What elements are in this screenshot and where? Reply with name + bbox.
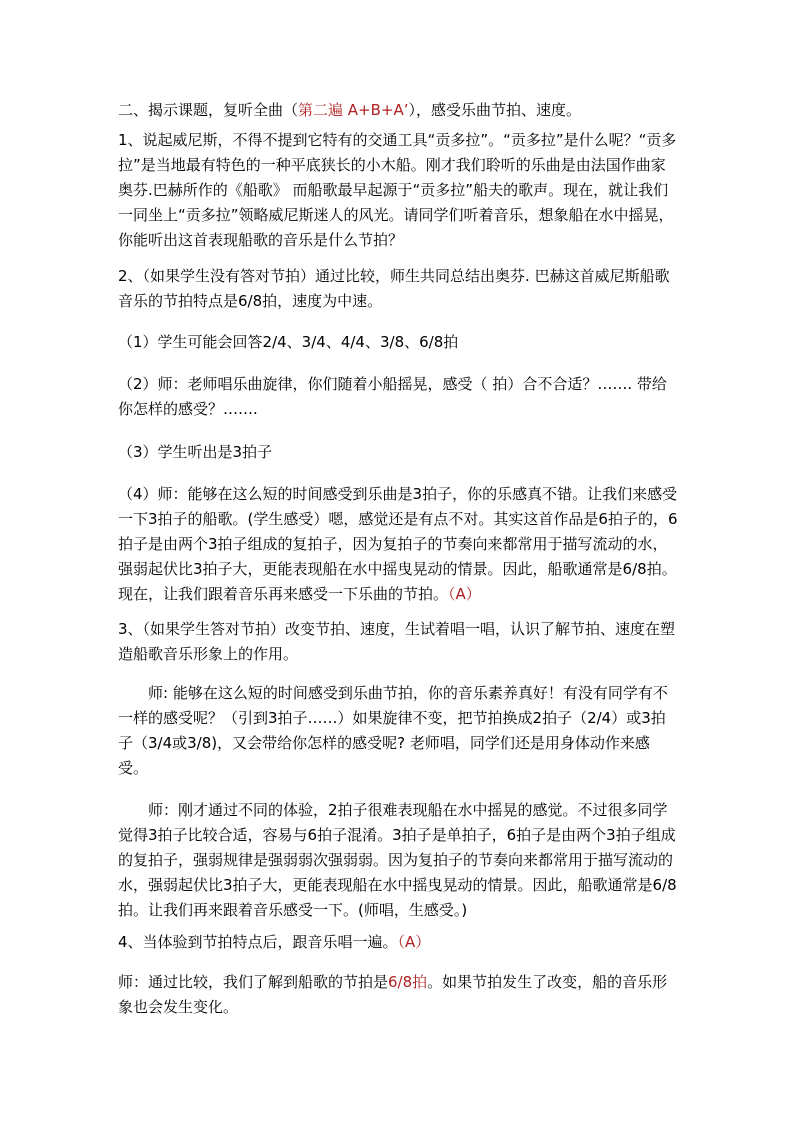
paragraph-11-text-before: 师：通过比较，我们了解到船歌的节拍是 [118,973,389,991]
paragraph-5: （3）学生听出是3拍子 [118,443,273,461]
paragraph-2: 2、（如果学生没有答对节拍）通过比较，师生共同总结出奥芬. 巴赫这首威尼斯船歌音乐的节拍特点是6/8拍，速度为中速。 [118,267,670,310]
paragraph-10-mark: （A） [397,933,431,951]
paragraph-4: （2）师：老师唱乐曲旋律，你们随着小船摇晃，感受（ 拍）合不合适？……. 带给你怎样的感受？……. [118,375,667,418]
section-heading [118,98,678,123]
paragraph-8: 师: 能够在这么短的时间感受到乐曲节拍，你的音乐素养真好！有没有同学有不一样的感受呢？（引到3拍子……）如果旋律不变，把节拍换成2拍子（2/4）或3拍子（3/4或3/8)，又会带给你怎样的感受呢? 老师唱，同学们还是用身体动作来感受。 [118,684,668,777]
paragraph-9: 师：刚才通过不同的体验，2拍子很难表现船在水中摇晃的感觉。不过很多同学觉得3拍子比较合适，容易与6拍子混淆。3拍子是单拍子，6拍子是由两个3拍子组成的复拍子，强弱规律是强弱弱次强弱弱。因为复拍子的节奏向来都常用于描写流动的水，强弱起伏比3拍子大，更能表现船在水中摇曳晃动的情景。因此，船歌通常是6/8拍。让我们再来跟着音乐感受一下。(师唱，生感受。) [118,801,677,919]
paragraph-11 [118,970,678,1020]
heading-highlight: 第二遍 A+B+A’ [298,101,409,119]
paragraph-6-text: （4）师：能够在这么短的时间感受到乐曲是3拍子，你的乐感真不错。让我们来感受一下3拍子的船歌。(学生感受）嗯，感觉还是有点不对。其实这首作品是6拍子的，6拍子是由两个3拍子组成的复拍子，因为复拍子的节奏向来都常用于描写流动的水，强弱起伏比3拍子大，更能表现船在水中摇曳晃动的情景。因此，船歌通常是6/8拍。现在，让我们跟着音乐再来感受一下乐曲的节拍。 [118,485,678,603]
paragraph-6 [118,482,678,607]
paragraph-10-text: 4、当体验到节拍特点后，跟音乐唱一遍。 [118,933,398,951]
paragraph-11-text-after: 。如果节拍发生了改变，船的音乐形象也会发生变化。 [118,973,668,1016]
heading-text-before: 二、揭示课题，复听全曲（ [118,101,299,119]
heading-text-after: ），感受乐曲节拍、速度。 [408,101,582,119]
paragraph-11-highlight: 6/8拍 [388,973,428,991]
paragraph-10 [118,930,678,955]
paragraph-1: 1、说起威尼斯，不得不提到它特有的交通工具“贡多拉”。“贡多拉”是什么呢？“贡多拉”是当地最有特色的一种平底狭长的小木船。刚才我们聆听的乐曲是由法国作曲家奥芬.巴赫所作的《船歌》 而船歌最早起源于“贡多拉”船夫的歌声。现在，就让我们一同坐上“贡多拉”领略威尼斯迷人的风光。请同学们听着音乐，想象船在水中摇晃，你能听出这首表现船歌的音乐是什么节拍？ [118,131,677,249]
paragraph-6-mark: （A） [448,585,481,603]
paragraph-3: （1）学生可能会回答2/4、3/4、4/4、3/8、6/8拍 [118,333,459,351]
paragraph-7: 3、（如果学生答对节拍）改变节拍、速度，生试着唱一唱，认识了解节拍、速度在塑造船歌音乐形象上的作用。 [118,620,676,663]
